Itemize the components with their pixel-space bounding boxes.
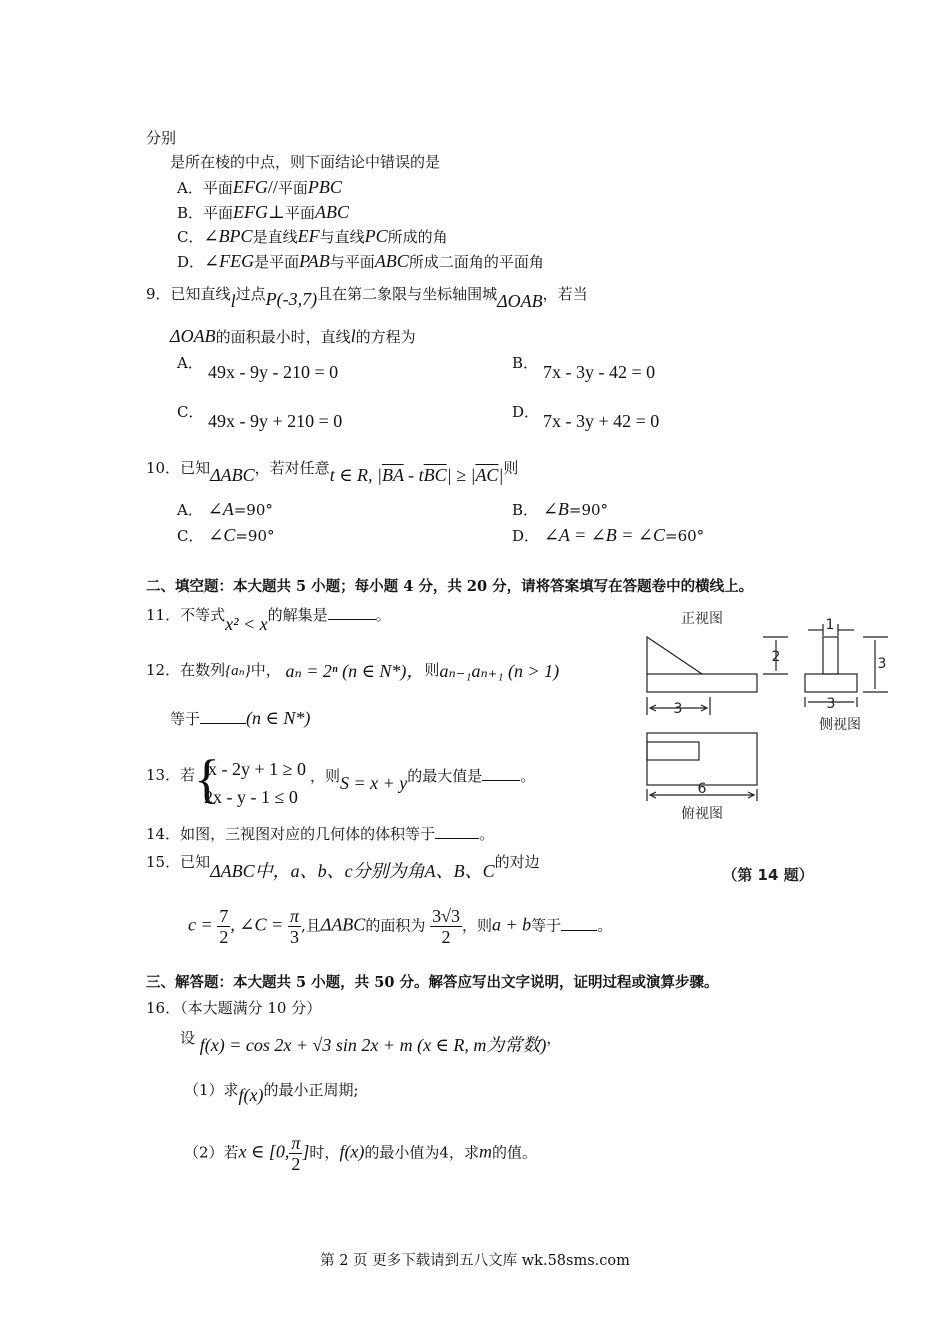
figure-caption: （第 14 题） (722, 866, 814, 884)
front-view (647, 637, 757, 715)
q10-option-c: C． ∠C=90° (177, 525, 275, 545)
q16-function: 设 f(x) = cos 2x + √3 sin 2x + m (x ∈ R, m为常数)， (180, 1029, 562, 1055)
q12-line2: 等于 (n ∈ N*) (170, 708, 311, 728)
q9-option-b: 7x - 3y - 42 = 0 (543, 362, 656, 382)
top-view-label: 俯视图 (681, 806, 723, 822)
q15-area-fraction: $\frac{3√3}{2}$ (432, 906, 460, 947)
q8-option-a: A．平面EFG//平面PBC (177, 177, 342, 197)
q9-option-c-label: C． (177, 403, 204, 421)
q13-prefix: 13．若 (146, 766, 196, 784)
section2-heading: 二、填空题：本大题共 5 小题；每小题 4 分，共 20 分，请将答案填写在答题卷中的横线上。 (146, 578, 754, 595)
side-top-dim: 1 (825, 617, 835, 633)
three-view-figure (640, 605, 895, 895)
q15-line2: c = $\frac{7}{2}$ , ∠C = $\frac{\pi}{3}$ ,且ΔABC的面积为 $\frac{3√3}{2}$ ，则a + b等于 。 (188, 906, 613, 947)
q8-option-c: C．∠BPC是直线EF与直线PC所成的角 (177, 226, 448, 246)
q8-option-b: B．平面EFG⊥平面ABC (177, 202, 349, 222)
side-view (763, 624, 888, 707)
q8-option-d: D．∠FEG是平面PAB与平面ABC所成二面角的平面角 (177, 251, 544, 271)
q13-brace: { (194, 749, 220, 809)
q10-option-b: B． ∠B=90° (512, 499, 609, 519)
side-height-dim-1: 2 (771, 649, 781, 665)
q14: 14．如图，三视图对应的几何体的体积等于 。 (146, 825, 495, 843)
page-footer: 第 2 页 更多下载请到五八文库 wk.58sms.com (320, 1253, 630, 1269)
side-height-dim-2: 3 (877, 656, 887, 672)
side-width-dim: 3 (826, 696, 836, 712)
q15-c-fraction: $\frac{7}{2}$ (219, 906, 229, 947)
q12: 12．在数列{aₙ}中， aₙ = 2ⁿ (n ∈ N*)，则aₙ₋₁aₙ₊₁ (n > 1) (146, 661, 560, 681)
q16-part1: （1）求f(x)的最小正周期; (184, 1081, 359, 1105)
q9-option-d-label: D． (512, 403, 540, 421)
q13-inequality-1: x - 2y + 1 ≥ 0 (208, 759, 307, 779)
q9-stem: 9．已知直线l过点P(-3,7)且在第二象限与坐标轴围城ΔOAB，若当 (146, 285, 588, 311)
side-view-label: 侧视图 (819, 717, 861, 733)
q13-rest: ，则S = x + y的最大值是 。 (310, 767, 536, 793)
front-view-label: 正视图 (681, 611, 723, 627)
q9-option-c: 49x - 9y + 210 = 0 (208, 411, 343, 431)
front-width-dim: 3 (673, 701, 683, 717)
q16-pi-over-2: $\frac{\pi}{2}$ (291, 1133, 301, 1174)
q8-stem: 是所在棱的中点，则下面结论中错误的是 (170, 153, 441, 171)
q16-heading: 16．（本大题满分 10 分） (146, 999, 322, 1017)
q9-option-a: 49x - 9y - 210 = 0 (208, 362, 339, 382)
q15-stem: 15．已知ΔABC中，a、b、c分别为角A、B、C的对边 (146, 853, 540, 881)
q10-stem: 10．已知ΔABC，若对任意t ∈ R, $|\overline{BA} - t\overline{BC}| \ge |\overline{AC}|$则 (146, 459, 519, 485)
q10-option-d: D． ∠A = ∠B = ∠C=60° (512, 525, 705, 545)
q9-option-d: 7x - 3y + 42 = 0 (543, 411, 660, 431)
q8-continued-text: 分别 (146, 129, 177, 147)
top-width-dim: 6 (697, 781, 707, 797)
q11: 11．不等式x² < x的解集是 。 (146, 606, 391, 634)
q16-part2: （2）若x ∈ [0, $\frac{\pi}{2}$ ]时，f(x)的最小值为4，求m的值。 (184, 1133, 537, 1174)
q10-option-a: A． ∠A=90° (177, 499, 273, 519)
q13-inequality-2: 2x - y - 1 ≤ 0 (204, 787, 298, 807)
q9-option-a-label: A． (177, 354, 203, 372)
q9-stem-line2: ΔOAB的面积最小时，直线l的方程为 (170, 326, 416, 346)
section3-heading: 三、解答题：本大题共 5 小题，共 50 分。解答应写出文字说明，证明过程或演算步骤。 (146, 974, 719, 991)
q15-angle-fraction: $\frac{\pi}{3}$ (289, 906, 299, 947)
q9-option-b-label: B． (512, 354, 539, 372)
